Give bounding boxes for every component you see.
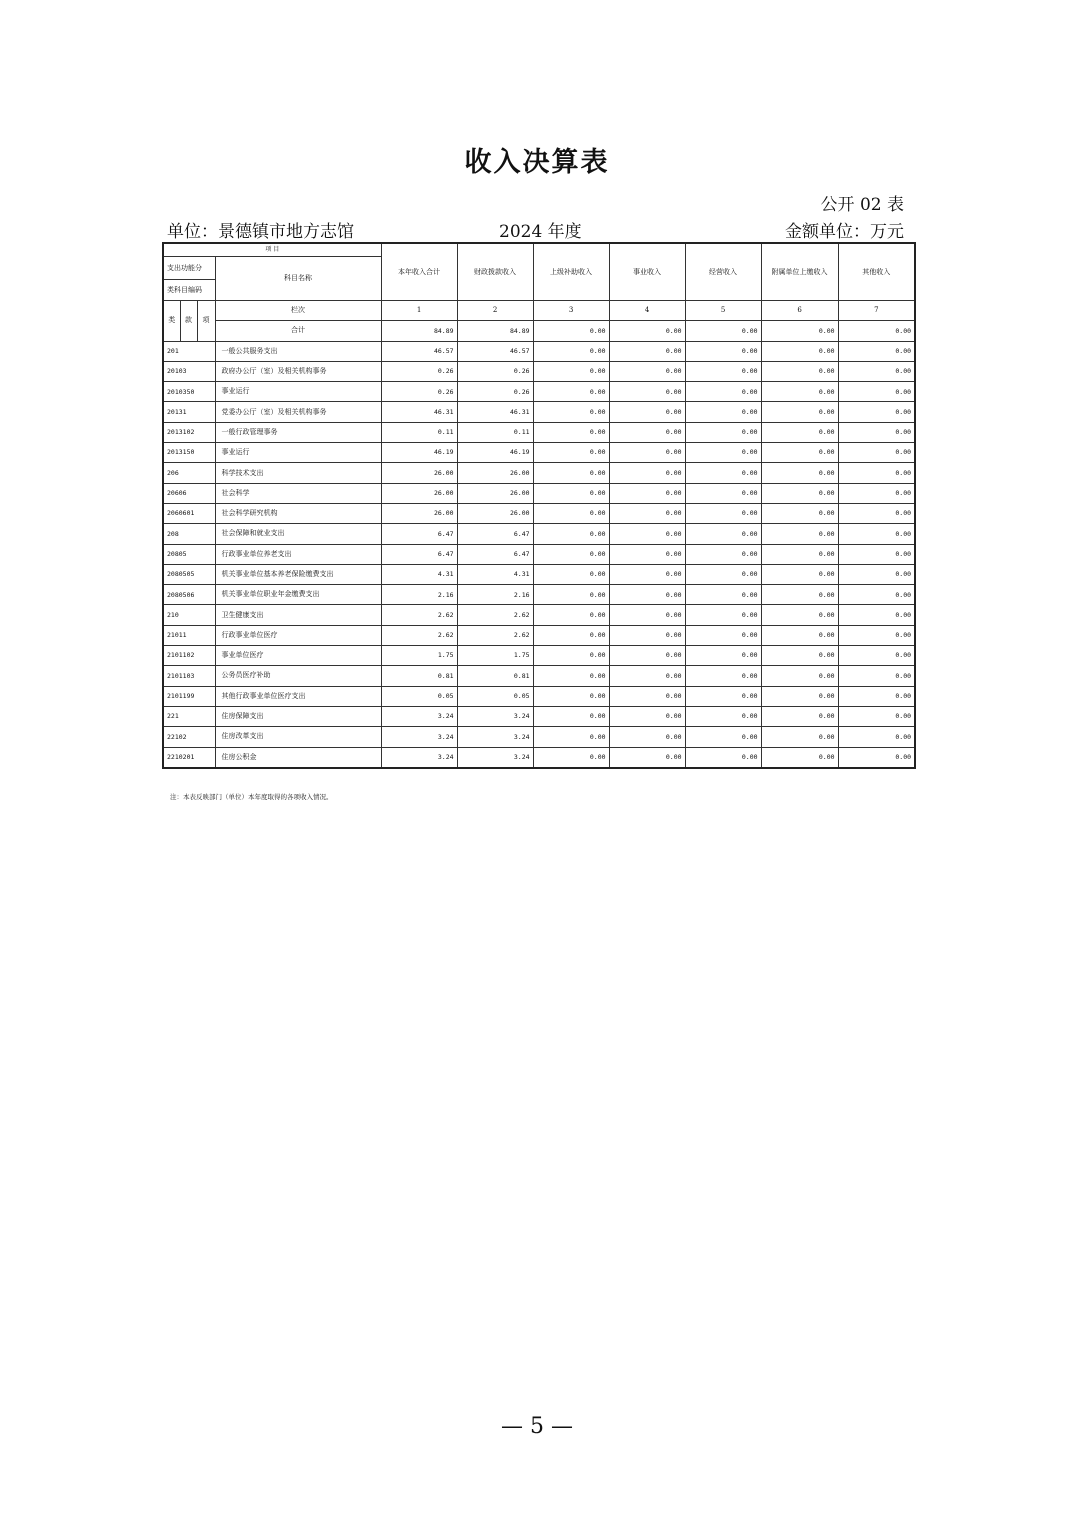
row-value: 0.00 <box>838 361 915 381</box>
row-value: 2.62 <box>457 625 533 645</box>
row-value: 0.00 <box>761 483 838 503</box>
row-value: 0.00 <box>838 422 915 442</box>
row-value: 0.00 <box>838 585 915 605</box>
total-value: 0.00 <box>761 321 838 341</box>
row-value: 0.00 <box>609 463 685 483</box>
row-value: 2.62 <box>457 605 533 625</box>
row-code: 21011 <box>163 625 215 645</box>
row-value: 3.24 <box>381 747 457 768</box>
row-code: 2060601 <box>163 503 215 523</box>
row-value: 3.24 <box>381 727 457 747</box>
row-value: 0.00 <box>838 463 915 483</box>
row-value: 1.75 <box>381 646 457 666</box>
row-name: 住房公积金 <box>215 747 381 768</box>
row-code: 210 <box>163 605 215 625</box>
row-value: 2.62 <box>381 605 457 625</box>
row-value: 0.00 <box>533 686 609 706</box>
row-value: 0.00 <box>761 666 838 686</box>
col-number-7: 7 <box>838 301 915 321</box>
row-code: 201 <box>163 341 215 361</box>
header-col-7: 其他收入 <box>838 243 915 301</box>
table-row <box>163 686 915 706</box>
row-value: 0.00 <box>838 402 915 422</box>
row-value: 0.00 <box>838 443 915 463</box>
row-name: 社会保障和就业支出 <box>215 524 381 544</box>
header-func-code-bottom: 类科目编码 <box>163 280 215 301</box>
row-value: 0.00 <box>609 483 685 503</box>
col-number-5: 5 <box>685 301 761 321</box>
row-name: 行政事业单位养老支出 <box>215 544 381 564</box>
row-value: 1.75 <box>457 646 533 666</box>
row-value: 0.00 <box>761 706 838 726</box>
row-value: 3.24 <box>457 747 533 768</box>
row-value: 0.81 <box>381 666 457 686</box>
total-value: 0.00 <box>685 321 761 341</box>
row-value: 0.00 <box>761 382 838 402</box>
row-code: 2010350 <box>163 382 215 402</box>
row-value: 0.81 <box>457 666 533 686</box>
row-code: 2080505 <box>163 564 215 584</box>
row-value: 0.00 <box>685 564 761 584</box>
row-value: 0.00 <box>685 463 761 483</box>
form-code: 公开 02 表 <box>820 195 904 215</box>
row-value: 0.00 <box>685 605 761 625</box>
header-col-6: 附属单位上缴收入 <box>761 243 838 301</box>
row-value: 0.00 <box>761 564 838 584</box>
col-number-6: 6 <box>761 301 838 321</box>
row-value: 0.00 <box>838 524 915 544</box>
row-value: 0.00 <box>761 341 838 361</box>
row-code: 2080506 <box>163 585 215 605</box>
row-value: 0.00 <box>838 483 915 503</box>
header-col-5: 经营收入 <box>685 243 761 301</box>
row-name: 行政事业单位医疗 <box>215 625 381 645</box>
row-name: 机关事业单位职业年金缴费支出 <box>215 585 381 605</box>
row-value: 0.00 <box>761 727 838 747</box>
row-name: 住房保障支出 <box>215 706 381 726</box>
row-value: 0.00 <box>685 706 761 726</box>
row-value: 0.00 <box>761 524 838 544</box>
total-label: 合计 <box>215 321 381 341</box>
row-value: 0.11 <box>381 422 457 442</box>
row-value: 26.00 <box>457 503 533 523</box>
row-value: 0.00 <box>533 422 609 442</box>
row-value: 6.47 <box>457 524 533 544</box>
row-value: 0.00 <box>761 463 838 483</box>
row-name: 社会科学 <box>215 483 381 503</box>
row-value: 0.05 <box>457 686 533 706</box>
row-name: 政府办公厅（室）及相关机构事务 <box>215 361 381 381</box>
row-name: 一般行政管理事务 <box>215 422 381 442</box>
row-name: 党委办公厅（室）及相关机构事务 <box>215 402 381 422</box>
row-value: 0.00 <box>609 727 685 747</box>
row-value: 26.00 <box>381 503 457 523</box>
row-value: 0.00 <box>609 747 685 768</box>
table-row <box>163 483 915 503</box>
row-value: 0.00 <box>685 503 761 523</box>
row-value: 0.00 <box>533 341 609 361</box>
row-value: 0.00 <box>838 605 915 625</box>
amount-unit-label: 金额单位：万元 <box>785 222 904 242</box>
row-value: 0.00 <box>533 402 609 422</box>
row-value: 4.31 <box>381 564 457 584</box>
row-name: 事业运行 <box>215 382 381 402</box>
row-value: 0.00 <box>685 727 761 747</box>
row-value: 0.00 <box>533 564 609 584</box>
row-value: 3.24 <box>457 706 533 726</box>
table-row <box>163 361 915 381</box>
row-value: 0.00 <box>761 503 838 523</box>
page-title: 收入决算表 <box>464 147 610 178</box>
total-value: 84.89 <box>381 321 457 341</box>
row-value: 0.00 <box>533 646 609 666</box>
col-number-4: 4 <box>609 301 685 321</box>
total-value: 84.89 <box>457 321 533 341</box>
table-row <box>163 544 915 564</box>
row-name: 其他行政事业单位医疗支出 <box>215 686 381 706</box>
row-value: 0.00 <box>838 646 915 666</box>
table-row <box>163 402 915 422</box>
year-label: 2024 年度 <box>499 222 582 242</box>
row-value: 0.00 <box>761 544 838 564</box>
row-name: 一般公共服务支出 <box>215 341 381 361</box>
col-number-1: 1 <box>381 301 457 321</box>
row-value: 0.00 <box>761 686 838 706</box>
row-value: 0.00 <box>685 747 761 768</box>
row-value: 2.16 <box>457 585 533 605</box>
total-value: 0.00 <box>533 321 609 341</box>
row-value: 0.00 <box>609 646 685 666</box>
row-value: 0.26 <box>457 382 533 402</box>
row-name: 卫生健康支出 <box>215 605 381 625</box>
row-value: 6.47 <box>381 524 457 544</box>
row-value: 0.00 <box>533 625 609 645</box>
row-value: 0.00 <box>838 564 915 584</box>
row-name: 科学技术支出 <box>215 463 381 483</box>
header-project: 项 目 <box>163 243 381 257</box>
row-name: 社会科学研究机构 <box>215 503 381 523</box>
row-value: 0.00 <box>838 503 915 523</box>
table-row <box>163 747 915 768</box>
row-name: 事业运行 <box>215 443 381 463</box>
row-value: 0.00 <box>685 666 761 686</box>
header-col-3: 上级补助收入 <box>533 243 609 301</box>
row-value: 26.00 <box>381 463 457 483</box>
table-row <box>163 706 915 726</box>
row-value: 0.00 <box>838 625 915 645</box>
header-col-1: 本年收入合计 <box>381 243 457 301</box>
row-value: 46.57 <box>457 341 533 361</box>
row-value: 3.24 <box>457 727 533 747</box>
row-value: 6.47 <box>457 544 533 564</box>
row-name: 事业单位医疗 <box>215 646 381 666</box>
table-row <box>163 503 915 523</box>
row-value: 0.00 <box>838 727 915 747</box>
row-value: 0.00 <box>761 361 838 381</box>
row-value: 0.00 <box>685 402 761 422</box>
row-code: 2101103 <box>163 666 215 686</box>
row-value: 0.00 <box>761 585 838 605</box>
row-value: 0.00 <box>761 605 838 625</box>
row-value: 0.26 <box>381 382 457 402</box>
row-value: 0.00 <box>838 747 915 768</box>
row-value: 0.11 <box>457 422 533 442</box>
row-value: 0.00 <box>838 341 915 361</box>
row-value: 0.00 <box>609 605 685 625</box>
row-value: 0.26 <box>381 361 457 381</box>
row-code: 208 <box>163 524 215 544</box>
table-row <box>163 666 915 686</box>
table-row <box>163 646 915 666</box>
row-value: 0.00 <box>761 625 838 645</box>
total-value: 0.00 <box>838 321 915 341</box>
row-value: 0.00 <box>761 747 838 768</box>
income-table <box>162 242 916 769</box>
row-value: 0.00 <box>533 443 609 463</box>
table-row <box>163 564 915 584</box>
row-value: 0.00 <box>761 402 838 422</box>
row-value: 0.00 <box>609 524 685 544</box>
row-code: 2101199 <box>163 686 215 706</box>
row-value: 0.00 <box>609 666 685 686</box>
row-code: 20103 <box>163 361 215 381</box>
row-value: 0.00 <box>609 564 685 584</box>
row-value: 0.00 <box>609 544 685 564</box>
header-kuan: 款 <box>180 301 197 342</box>
row-code: 2013150 <box>163 443 215 463</box>
row-value: 0.00 <box>533 727 609 747</box>
row-name: 机关事业单位基本养老保险缴费支出 <box>215 564 381 584</box>
row-value: 0.00 <box>533 463 609 483</box>
row-value: 0.00 <box>761 443 838 463</box>
row-value: 0.00 <box>838 382 915 402</box>
row-code: 20606 <box>163 483 215 503</box>
row-value: 0.00 <box>609 361 685 381</box>
row-value: 0.00 <box>685 646 761 666</box>
row-value: 0.05 <box>381 686 457 706</box>
row-value: 0.00 <box>685 524 761 544</box>
header-col-4: 事业收入 <box>609 243 685 301</box>
row-value: 0.00 <box>609 402 685 422</box>
row-value: 0.00 <box>609 443 685 463</box>
row-value: 46.19 <box>457 443 533 463</box>
row-name: 住房改革支出 <box>215 727 381 747</box>
row-value: 0.00 <box>685 361 761 381</box>
row-value: 0.00 <box>533 524 609 544</box>
row-value: 0.00 <box>609 422 685 442</box>
row-code: 20805 <box>163 544 215 564</box>
header-subject-name: 科目名称 <box>215 257 381 301</box>
table-row <box>163 585 915 605</box>
table-row <box>163 443 915 463</box>
row-value: 0.00 <box>533 544 609 564</box>
row-value: 0.00 <box>838 686 915 706</box>
row-value: 4.31 <box>457 564 533 584</box>
row-value: 46.19 <box>381 443 457 463</box>
header-lanci: 栏次 <box>215 301 381 321</box>
table-row <box>163 625 915 645</box>
row-value: 0.00 <box>685 483 761 503</box>
table-row <box>163 524 915 544</box>
table-row <box>163 463 915 483</box>
table-row <box>163 422 915 442</box>
page-number: — 5 — <box>501 1414 573 1439</box>
unit-label: 单位：景德镇市地方志馆 <box>167 222 354 242</box>
row-value: 0.00 <box>685 625 761 645</box>
row-value: 0.00 <box>533 503 609 523</box>
col-number-3: 3 <box>533 301 609 321</box>
table-row <box>163 605 915 625</box>
row-value: 0.00 <box>685 585 761 605</box>
row-name: 公务员医疗补助 <box>215 666 381 686</box>
row-value: 6.47 <box>381 544 457 564</box>
row-code: 221 <box>163 706 215 726</box>
row-value: 0.00 <box>609 382 685 402</box>
header-func-code-top: 支出功能分 <box>163 257 215 280</box>
row-value: 0.00 <box>838 666 915 686</box>
row-value: 0.00 <box>609 625 685 645</box>
row-value: 0.00 <box>609 341 685 361</box>
table-note: 注：本表反映部门（单位）本年度取得的各项收入情况。 <box>170 793 333 801</box>
row-code: 2013102 <box>163 422 215 442</box>
total-value: 0.00 <box>609 321 685 341</box>
row-value: 0.00 <box>533 483 609 503</box>
row-value: 0.26 <box>457 361 533 381</box>
row-value: 0.00 <box>533 361 609 381</box>
table-row <box>163 382 915 402</box>
row-value: 0.00 <box>609 686 685 706</box>
row-value: 0.00 <box>685 341 761 361</box>
row-value: 0.00 <box>609 585 685 605</box>
header-col-2: 财政拨款收入 <box>457 243 533 301</box>
row-code: 206 <box>163 463 215 483</box>
row-value: 0.00 <box>685 382 761 402</box>
row-value: 0.00 <box>533 666 609 686</box>
row-value: 0.00 <box>533 605 609 625</box>
row-value: 2.16 <box>381 585 457 605</box>
row-value: 0.00 <box>761 646 838 666</box>
row-value: 2.62 <box>381 625 457 645</box>
row-code: 2101102 <box>163 646 215 666</box>
table-row <box>163 341 915 361</box>
header-lei: 类 <box>163 301 180 342</box>
row-value: 3.24 <box>381 706 457 726</box>
table-row <box>163 727 915 747</box>
row-value: 0.00 <box>685 443 761 463</box>
row-value: 0.00 <box>609 503 685 523</box>
row-code: 20131 <box>163 402 215 422</box>
row-value: 0.00 <box>609 706 685 726</box>
row-value: 26.00 <box>457 463 533 483</box>
col-number-2: 2 <box>457 301 533 321</box>
row-value: 46.31 <box>457 402 533 422</box>
row-value: 0.00 <box>685 422 761 442</box>
row-value: 0.00 <box>533 706 609 726</box>
row-value: 0.00 <box>685 544 761 564</box>
row-code: 2210201 <box>163 747 215 768</box>
row-value: 0.00 <box>685 686 761 706</box>
row-value: 0.00 <box>533 747 609 768</box>
row-value: 46.57 <box>381 341 457 361</box>
header-xiang: 项 <box>197 301 215 342</box>
row-value: 26.00 <box>381 483 457 503</box>
row-value: 46.31 <box>381 402 457 422</box>
row-value: 0.00 <box>533 382 609 402</box>
row-value: 0.00 <box>761 422 838 442</box>
row-value: 0.00 <box>838 706 915 726</box>
row-code: 22102 <box>163 727 215 747</box>
row-value: 0.00 <box>838 544 915 564</box>
row-value: 0.00 <box>533 585 609 605</box>
meta-row <box>163 217 908 241</box>
row-value: 26.00 <box>457 483 533 503</box>
